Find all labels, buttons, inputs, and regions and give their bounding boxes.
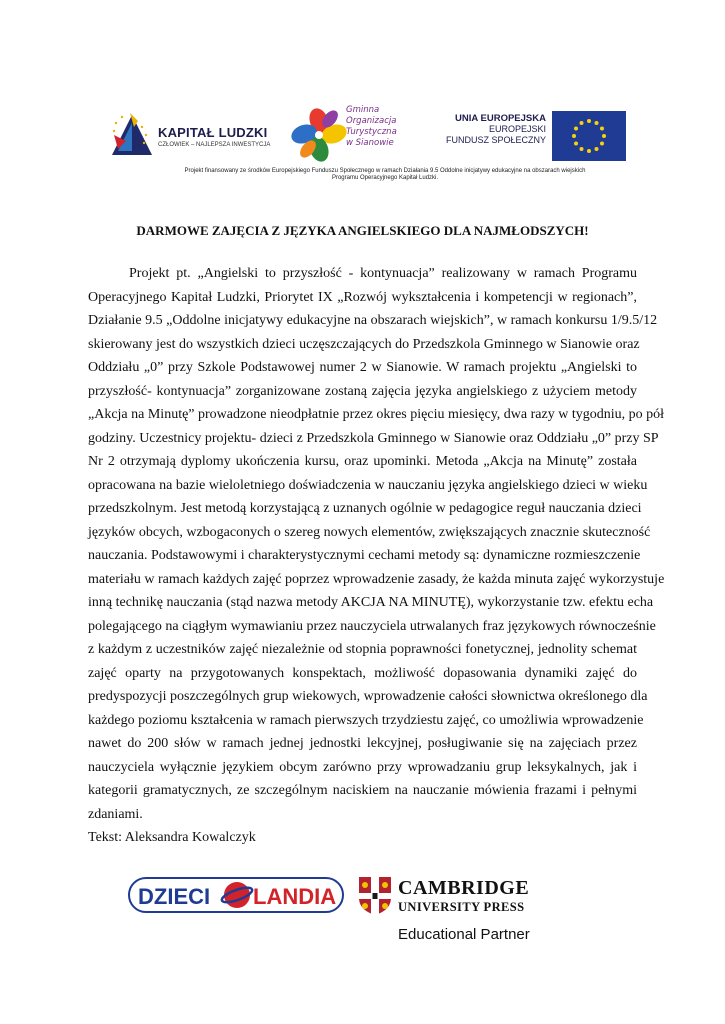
- ue-text: UNIA EUROPEJSKA EUROPEJSKI FUNDUSZ SPOŁECZNY: [445, 113, 546, 145]
- text-line: predyspozycji poszczególnych grup wiekowych, wprowadzenie całości słownictwa określonego dla: [88, 689, 648, 704]
- text-line: Działanie 9.5 „Oddolne inicjatywy edukacyjne na obszarach wiejskich”, w ramach konkursu 1/9.5/12: [88, 313, 658, 328]
- footer-logos: [128, 870, 558, 950]
- text-line: przedszkolnym. Jest metodą korzystającą z uznanych ogólnie w pedagogice reguł nauczania dzieci: [88, 501, 642, 516]
- text-line: języków obcych, wzbogaconych o szereg nowych elementów, zwiększających znacznie skuteczność: [88, 524, 651, 540]
- text-line: Operacyjnego Kapitał Ludzki, Priorytet IX „Rozwój wykształcenia i kompetencji w regionach”,: [88, 289, 637, 305]
- text-line: godziny. Uczestnicy projektu- dzieci z Przedszkola Gminnego w Sianowie oraz Oddziału „0” przy SP: [88, 430, 659, 446]
- text-line: materiału w ramach każdych zajęć poprzez wprowadzenie zasady, że każda minuta zajęć wykorzystuje: [88, 571, 665, 587]
- text-line: nawet do 200 słów w ramach jednej jednostki lekcyjnej, posługiwanie się na zajęciach przez: [88, 736, 637, 751]
- eu-star-icon: [580, 121, 584, 125]
- eu-star-icon: [595, 147, 599, 151]
- page-title: DARMOWE ZAJĘCIA Z JĘZYKA ANGIELSKIEGO DLA NAJMŁODSZYCH!: [136, 223, 589, 238]
- gotws-logo: [290, 103, 430, 163]
- text-line: zdaniami.: [88, 806, 143, 822]
- text-line: zajęć oparty na przygotowanych konspektach, możliwość dopasowania dynamiki zajęć do: [88, 665, 637, 681]
- text-line: nauczyciela wyłącznie językiem obcym zarówno przy wprowadzaniu grup leksykalnych, jak i: [88, 759, 637, 775]
- text-line: każdego poziomu kształcenia w ramach pierwszych trzydziestu zajęć, co umożliwia wprowadzenie: [88, 712, 644, 728]
- gotws-name: Gminna Organizacja Turystyczna w Sianowie: [346, 105, 397, 148]
- author-line: Tekst: Aleksandra Kowalczyk: [88, 830, 256, 845]
- text-line: „Akcja na Minutę” prowadzone nieodpłatnie przez okres pięciu miesięcy, dwa razy w tygodniu, po pół: [88, 407, 665, 422]
- kapital-ludzki-name: KAPITAŁ LUDZKI: [158, 125, 268, 140]
- eu-star-icon: [572, 134, 576, 138]
- eu-star-icon: [600, 142, 604, 146]
- eu-star-icon: [580, 147, 584, 151]
- eu-star-icon: [574, 127, 578, 131]
- educational-partner: Educational Partner: [398, 926, 530, 943]
- text-line: Projekt pt. „Angielski to przyszłość - kontynuacja” realizowany w ramach Programu: [129, 266, 637, 281]
- body-text: [88, 262, 665, 850]
- eu-star-icon: [600, 127, 604, 131]
- eu-star-icon: [574, 142, 578, 146]
- eu-star-icon: [587, 119, 591, 123]
- cambridge-shield-icon: [358, 876, 392, 916]
- dzieciolandia-logo: [128, 875, 344, 915]
- funding-note: Projekt finansowany ze środków Europejskiego Funduszu Społecznego w ramach Działania 9.5 Oddolne inicjatywy edukacyjne na obszarach wiejskich Programu Operacyjnego Kapitał Ludzki.: [184, 168, 586, 181]
- kapital-ludzki-logo: [108, 111, 283, 161]
- cambridge-name: CAMBRIDGE: [398, 877, 530, 899]
- eu-flag-icon: [552, 111, 626, 161]
- text-line: Nr 2 otrzymają dyplomy ukończenia kursu, oraz upominki. Metoda „Akcja na Minutę” została: [88, 454, 637, 469]
- eu-star-icon: [595, 121, 599, 125]
- eu-star-icon: [587, 149, 591, 153]
- text-line: przyszłość- kontynuacja” zorganizowane zostaną zajęcia języka angielskiego z użyciem metody: [88, 383, 637, 399]
- kapital-ludzki-mark-icon: [108, 111, 156, 159]
- cambridge-logo: [358, 874, 558, 946]
- cambridge-press: UNIVERSITY PRESS: [398, 900, 525, 914]
- text-line: polegającego na ciągłym wymawianiu przez nauczyciela utrwalanych fraz językowych równocześnie: [88, 618, 656, 634]
- text-line: inną technikę nauczania (stąd nazwa metody AKCJA NA MINUTĘ), wykorzystanie tzw. efektu echa: [88, 595, 654, 610]
- landia-text: LANDIA: [253, 884, 337, 909]
- ue-logo: [436, 111, 626, 161]
- text-line: opracowana na bazie wieloletniego doświadczenia w nauczaniu języka angielskiego dzieci w wieku: [88, 477, 648, 493]
- eu-star-icon: [602, 134, 606, 138]
- flower-icon: [290, 107, 348, 163]
- text-line: Oddziału „0” przy Szkole Podstawowej numer 2 w Sianowie. W ramach projektu „Angielski to: [88, 360, 637, 375]
- text-line: z każdym z uczestników zajęć niezależnie od stopnia poprawności fonetycznej, jednolity schemat: [88, 642, 637, 657]
- dzieci-text: DZIECI: [138, 884, 211, 909]
- text-line: kategorii gramatycznych, ze szczególnym naciskiem na nauczanie mówienia frazami i pełnymi: [88, 783, 637, 798]
- text-line: skierowany jest do wszystkich dzieci uczęszczających do Przedszkola Gminnego w Sianowie oraz: [88, 336, 640, 352]
- text-line: nauczania. Podstawowymi i charakterystycznymi cechami metody są: dynamiczne rozmieszczenie: [88, 548, 641, 563]
- kapital-ludzki-tagline: CZŁOWIEK – NAJLEPSZA INWESTYCJA: [158, 142, 271, 148]
